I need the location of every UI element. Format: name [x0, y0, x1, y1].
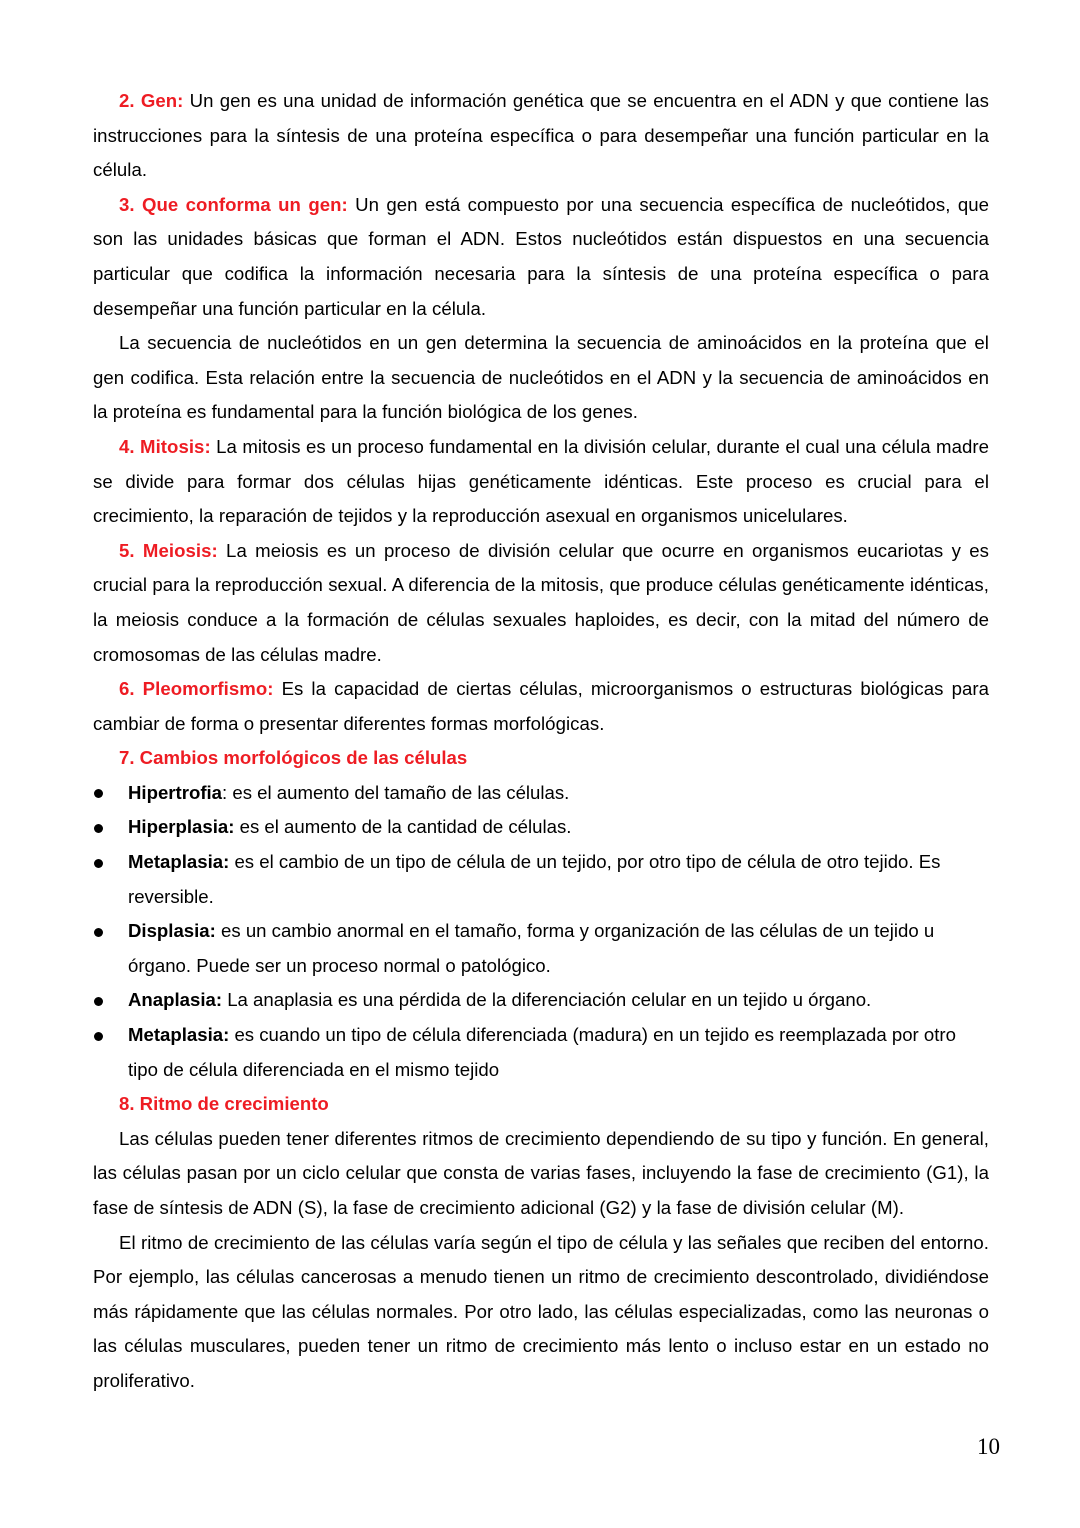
list-item	[93, 983, 989, 1018]
paragraph-secuencia-nucleotidos-text: La secuencia de nucleótidos en un gen determina la secuencia de aminoácidos en la proteína que el gen codifica. Esta relación entre la secuencia de nucleótidos en el ADN y la secuencia de aminoácidos en la proteína es fundamental para la función biológica de los genes.	[93, 332, 989, 423]
bullet-icon	[94, 824, 103, 833]
bullet-icon	[94, 997, 103, 1006]
list-item-term: Metaplasia:	[128, 1024, 230, 1046]
paragraph-mitosis	[93, 430, 989, 534]
list-item	[93, 776, 989, 811]
list-item-text: es el aumento de la cantidad de células.	[234, 816, 572, 838]
paragraph-ritmo-1	[93, 1122, 989, 1226]
list-item-text: La anaplasia es una pérdida de la diferenciación celular en un tejido u órgano.	[222, 989, 872, 1011]
list-item-term: Hipertrofia	[128, 781, 223, 803]
bullet-icon	[94, 789, 103, 798]
heading-label-pleomorfismo: 6. Pleomorfismo:	[119, 678, 274, 700]
heading-ritmo-de-crecimiento: 8. Ritmo de crecimiento	[119, 1093, 329, 1115]
list-item-text: es cuando un tipo de célula diferenciada (madura) en un tejido es reemplazada por otro tipo de célula diferenciada en el mismo tejido	[128, 1024, 956, 1080]
list-item	[93, 914, 989, 983]
paragraph-ritmo-2	[93, 1226, 989, 1399]
heading-cambios-morfologicos: 7. Cambios morfológicos de las células	[119, 747, 468, 769]
list-item-term: Anaplasia:	[128, 989, 223, 1011]
paragraph-pleomorfismo	[93, 672, 989, 741]
heading-label-mitosis: 4. Mitosis:	[119, 435, 211, 457]
document-body	[93, 84, 989, 1399]
paragraph-meiosis-text: La meiosis es un proceso de división celular que ocurre en organismos eucariotas y es crucial para la reproducción sexual. A diferencia de la mitosis, que produce células genéticamente idénticas, la meiosis conduce a la formación de células sexuales haploides, es decir, con la mitad del número de cromosomas de las células madre.	[93, 539, 990, 665]
paragraph-pleomorfismo-text: Es la capacidad de ciertas células, microorganismos o estructuras biológicas para cambiar de forma o presentar diferentes formas morfológicas.	[93, 678, 989, 734]
bullet-icon	[94, 859, 103, 868]
heading-label-que-conforma-un-gen: 3. Que conforma un gen:	[119, 193, 348, 215]
page-number: 10	[977, 1434, 1000, 1459]
list-item-term: Displasia:	[128, 920, 216, 942]
paragraph-que-conforma-un-gen	[93, 188, 989, 326]
heading-label-meiosis: 5. Meiosis:	[119, 539, 218, 561]
cambios-morfologicos-list	[93, 776, 989, 1087]
list-item-separator: :	[222, 781, 228, 803]
paragraph-secuencia-nucleotidos	[93, 326, 989, 430]
paragraph-gen	[93, 84, 989, 188]
list-item-term: Metaplasia:	[128, 851, 230, 873]
bullet-icon	[94, 928, 103, 937]
list-item	[93, 845, 989, 914]
paragraph-mitosis-text: La mitosis es un proceso fundamental en la división celular, durante el cual una célula madre se divide para formar dos células hijas genéticamente idénticas. Este proceso es crucial para el crecimiento, la reparación de tejidos y la reproducción asexual en organismos unicelulares.	[93, 435, 989, 527]
paragraph-que-conforma-un-gen-text: Un gen está compuesto por una secuencia específica de nucleótidos, que son las unidades básicas que forman el ADN. Estos nucleótidos están dispuestos en una secuencia particular que codifica la información necesaria para la síntesis de una proteína específica o para desempeñar una función particular en la célula.	[93, 193, 989, 319]
bullet-icon	[94, 1032, 103, 1041]
list-item	[93, 1018, 989, 1087]
paragraph-meiosis	[93, 534, 989, 672]
list-item	[93, 810, 989, 845]
paragraph-ritmo-2-text: El ritmo de crecimiento de las células varía según el tipo de célula y las señales que reciben del entorno. Por ejemplo, las células cancerosas a menudo tienen un ritmo de crecimiento descontrolado, dividiéndose más rápidamente que las células normales. Por otro lado, las células especializadas, como las neuronas o las células musculares, pueden tener un ritmo de crecimiento más lento o incluso estar en un estado no proliferativo.	[93, 1231, 989, 1391]
list-item-term: Hiperplasia:	[128, 816, 235, 838]
list-item-text: es el cambio de un tipo de célula de un tejido, por otro tipo de célula de otro tejido. Es reversible.	[128, 851, 941, 907]
list-item-text: es un cambio anormal en el tamaño, forma y organización de las células de un tejido u órgano. Puede ser un proceso normal o patológico.	[128, 920, 935, 976]
paragraph-gen-text: Un gen es una unidad de información genética que se encuentra en el ADN y que contiene las instrucciones para la síntesis de una proteína específica o para desempeñar una función particular en la célula.	[93, 90, 989, 181]
heading-label-gen: 2. Gen:	[119, 90, 184, 111]
list-item-text: es el aumento del tamaño de las células.	[227, 781, 570, 803]
paragraph-ritmo-1-text: Las células pueden tener diferentes ritmos de crecimiento dependiendo de su tipo y función. En general, las células pasan por un ciclo celular que consta de varias fases, incluyendo la fase de crecimiento (G1), la fase de síntesis de ADN (S), la fase de crecimiento adicional (G2) y la fase de división celular (M).	[93, 1127, 989, 1218]
